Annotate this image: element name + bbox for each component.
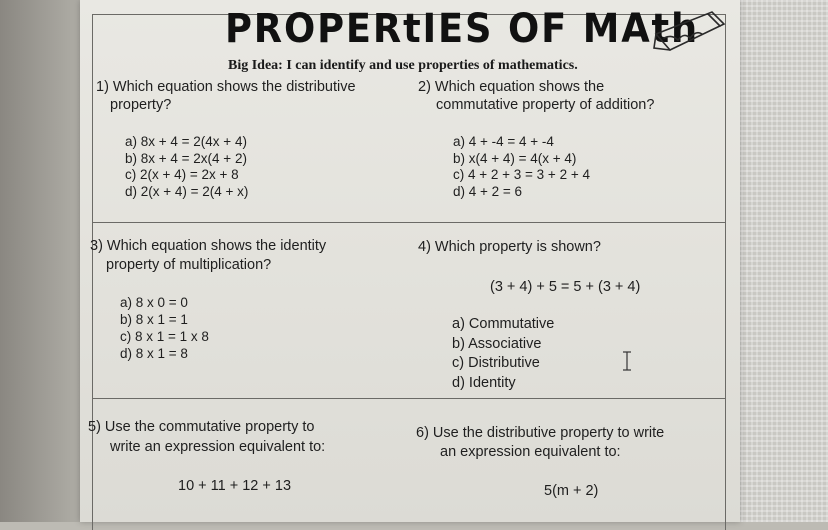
question-3-choice-b: b) 8 x 1 = 1 [120,312,188,327]
question-3-choice-a: a) 8 x 0 = 0 [120,295,188,310]
question-4-prompt: 4) Which property is shown? [418,239,601,255]
question-3-prompt-line-1: 3) Which equation shows the identity [90,238,327,254]
question-2-choice-b: b) x(4 + 4) = 4(x + 4) [453,150,577,166]
question-3-choice-c: c) 8 x 1 = 1 x 8 [120,329,209,344]
question-2-choice-d: d) 4 + 2 = 6 [453,183,523,199]
divider-row-2 [92,398,726,399]
question-2-choice-a: a) 4 + -4 = 4 + -4 [453,134,554,149]
question-2-choice-c: c) 4 + 2 + 3 = 3 + 2 + 4 [453,167,590,182]
question-5-expression: 10 + 11 + 12 + 13 [178,478,292,494]
question-1-choice-a: a) 8x + 4 = 2(4x + 4) [125,134,247,149]
question-6-prompt-line-2: an expression equivalent to: [440,444,621,460]
question-5-prompt-line-2: write an expression equivalent to: [110,439,326,455]
question-4-choice-d: d) Identity [452,374,516,391]
question-3-prompt-line-2: property of multiplication? [106,257,272,273]
text-cursor-icon [622,351,632,371]
question-1-prompt-line-1: 1) Which equation shows the distributive [96,79,356,95]
question-6-prompt-line-1: 6) Use the distributive property to write [416,425,665,441]
pencil-icon [652,8,728,56]
question-5-prompt-line-1: 5) Use the commutative property to [88,419,315,435]
question-1-choice-b: b) 8x + 4 = 2x(4 + 2) [125,150,247,166]
question-4-choice-b: b) Associative [452,335,542,352]
question-2-prompt-line-2: commutative property of addition? [436,97,655,113]
question-1-choice-d: d) 2(x + 4) = 2(4 + x) [125,183,249,199]
question-4-choices [452,315,554,393]
question-1-choices [125,134,248,200]
question-1-prompt-line-2: property? [110,97,172,113]
worksheet-title: PROPERtIES OF MAth [225,6,700,52]
question-3-choices [120,294,209,362]
question-4-choice-a: a) Commutative [452,316,555,332]
question-1-choice-c: c) 2(x + 4) = 2x + 8 [125,167,239,182]
question-2-choices [453,134,590,200]
divider-row-1 [92,222,726,223]
big-idea: Big Idea: I can identify and use properties of mathematics. [228,58,578,73]
question-2-prompt-line-1: 2) Which equation shows the [418,79,605,95]
question-4-expression: (3 + 4) + 5 = 5 + (3 + 4) [490,279,641,295]
question-3-choice-d: d) 8 x 1 = 8 [120,346,188,361]
question-4-choice-c: c) Distributive [452,355,540,371]
question-6-expression: 5(m + 2) [544,483,599,499]
